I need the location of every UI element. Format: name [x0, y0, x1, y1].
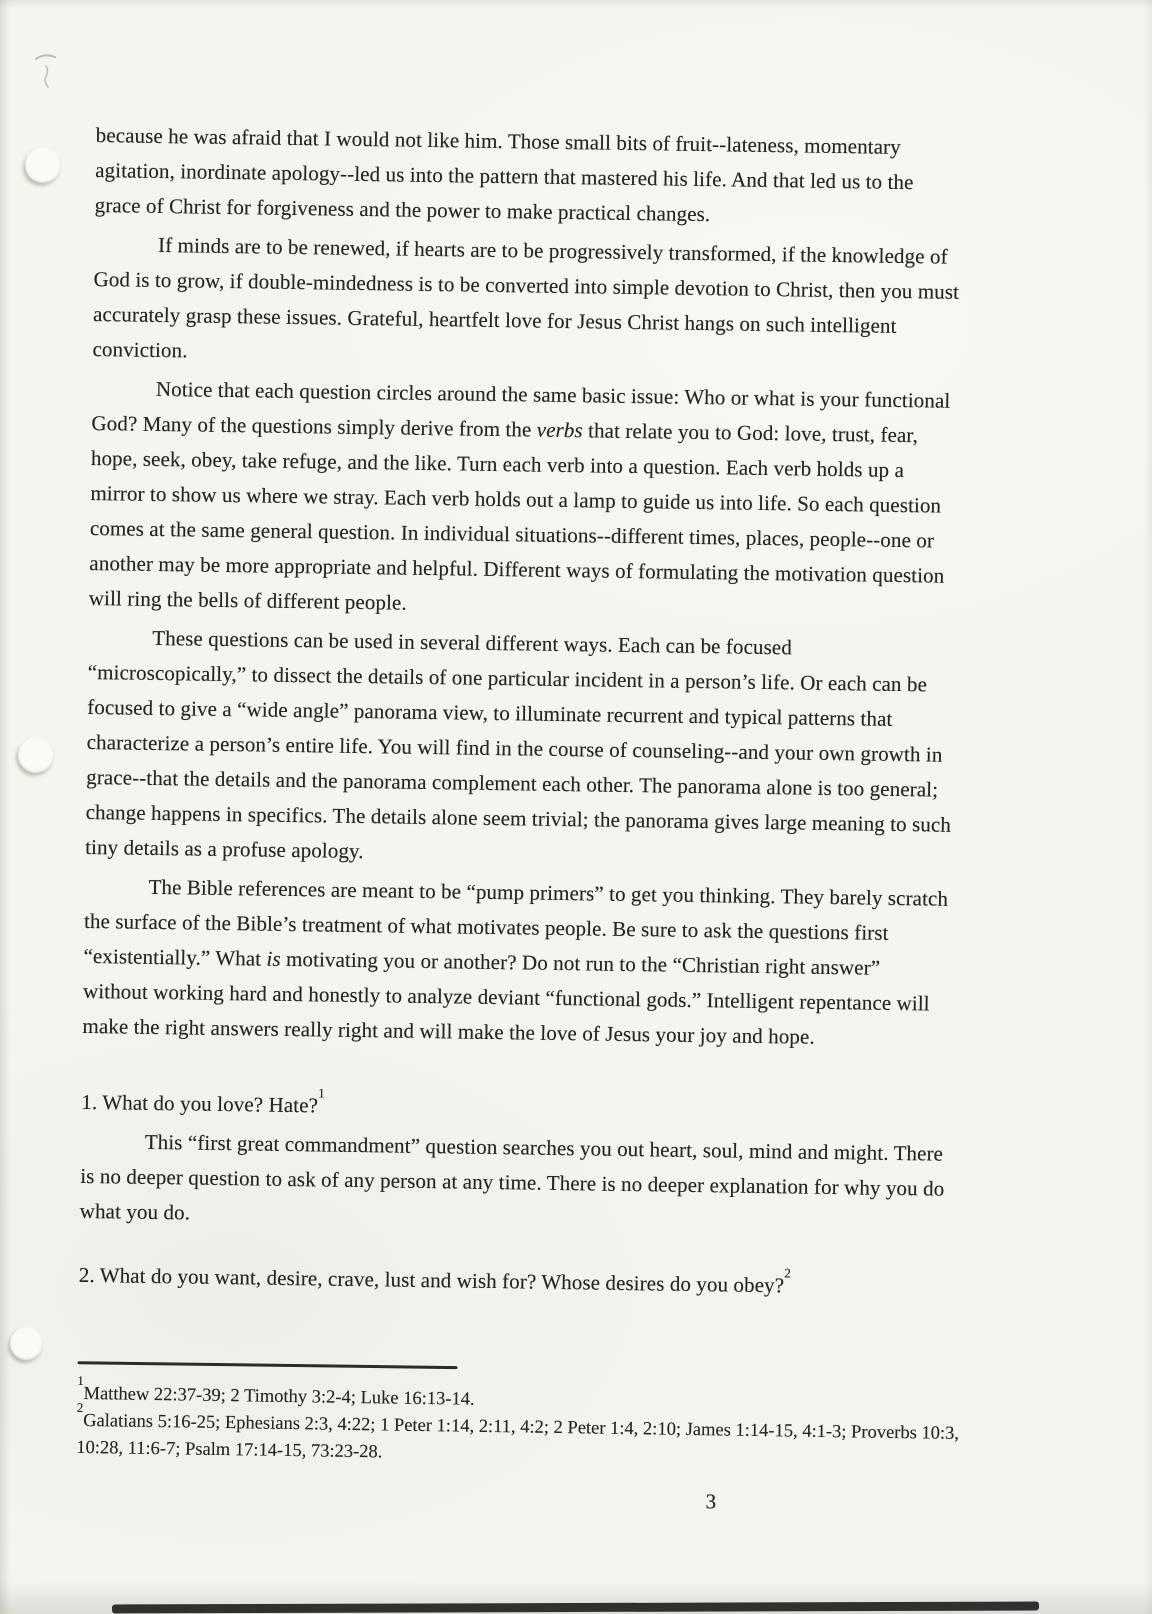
question-1-footnote-ref: 1	[318, 1085, 325, 1101]
italic-is: is	[266, 946, 281, 971]
italic-verbs: verbs	[536, 417, 583, 443]
hole-punch-bottom	[10, 1327, 43, 1360]
paragraph-question-uses: These questions can be used in several different ways. Each can be focused “microscopically,” to dissect the details of one particular incident in a person’s life. Or each can be focused to give a “wide angle” panorama view, to illuminate recurrent and typical patterns that characterize a person’s entire life. You will find in the course of counseling--and your own growth in grace--that the details and the panorama complement each other. The panorama alone is too general; change happens in specifics. The details alone seem trivial; the panorama gives large meaning to such tiny details as a profuse apology.	[85, 625, 952, 864]
page-number: 3	[705, 1489, 717, 1514]
paragraph-bible-references-pre: The Bible references are meant to be “pump primers” to get you thinking. They barely scratch the surface of the Bible’s treatment of what motivates people. Be sure to ask the questions first “existentially.” What	[83, 874, 949, 971]
right-edge-shade	[1144, 0, 1152, 1614]
footnote-1-ref: 1	[77, 1372, 84, 1388]
question-2-footnote-ref: 2	[784, 1265, 791, 1281]
paragraph-functional-god-post: that relate you to God: love, trust, fear, hope, seek, obey, take refuge, and the like. Turn each verb into a question. Each verb holds up a mirror to show us where we stray. Each verb holds out a lamp to guide us into life. So each question comes at the same general question. In individual situations--different times, places, people--one or another may be more appropriate and helpful. Different ways of formulating the motivation question will ring the bells of different people.	[88, 418, 945, 615]
footnote-1-text: Matthew 22:37-39; 2 Timothy 3:2-4; Luke 16:13-14.	[83, 1383, 475, 1410]
text-block	[75, 118, 1105, 1521]
question-2-heading	[79, 1258, 1089, 1308]
hole-punch-middle	[18, 737, 54, 773]
question-2-label: 2. What do you want, desire, crave, lust and wish for? Whose desires do you obey?	[78, 1262, 785, 1298]
paragraph-functional-god	[89, 371, 1103, 631]
paragraph-bible-references	[82, 869, 1094, 1059]
paragraph-bible-references-post: motivating you or another? Do not run to the “Christian right answer” without working hard and honestly to analyze deviant “functional gods.” Intelligent repentance will make the right answers really right and will make the love of Jesus your joy and hope.	[82, 946, 930, 1049]
top-edge-shade	[0, 0, 1152, 8]
paragraph-first-commandment: This “first great commandment” question searches you out heart, soul, mind and might. There is no deeper question to ask of any person at any time. There is no deeper explanation for why you do what you do.	[79, 1129, 945, 1225]
body-text	[79, 118, 1106, 1308]
hole-punch-top	[25, 147, 61, 183]
footnote-separator	[78, 1361, 458, 1369]
pencil-mark	[30, 48, 64, 92]
paragraph-renewed-minds: If minds are to be renewed, if hearts are to be progressively transformed, if the knowledge of God is to grow, if double-mindedness is to be converted into simple devotion to Christ, then you must accurately grasp these issues. Grateful, heartfelt love for Jesus Christ hangs on such intelligent conviction.	[92, 232, 960, 363]
paragraph-functional-god-pre: Notice that each question circles around the same basic issue: Who or what is your functional God? Many of the questions simply derive from the	[91, 376, 951, 442]
question-1-label: 1. What do you love? Hate?	[81, 1089, 319, 1118]
paragraph-continuation: because he was afraid that I would not like him. Those small bits of fruit--lateness, momentary agitation, inordinate apology--led us into the pattern that mastered his life. And that led us to the grace of Christ for forgiveness and the power to make practical changes.	[94, 122, 914, 227]
footnote-2-ref: 2	[76, 1399, 84, 1415]
left-edge-shade	[0, 0, 10, 1614]
footnote-2-text: Galatians 5:16-25; Ephesians 2:3, 4:22; 1 Peter 1:14, 2:11, 4:2; 2 Peter 1:4, 2:10; James 1:14-15, 4:1-3; Proverbs 10:3, 10:28, 11:6-7; Psalm 17:14-15, 73:23-28.	[76, 1410, 960, 1463]
